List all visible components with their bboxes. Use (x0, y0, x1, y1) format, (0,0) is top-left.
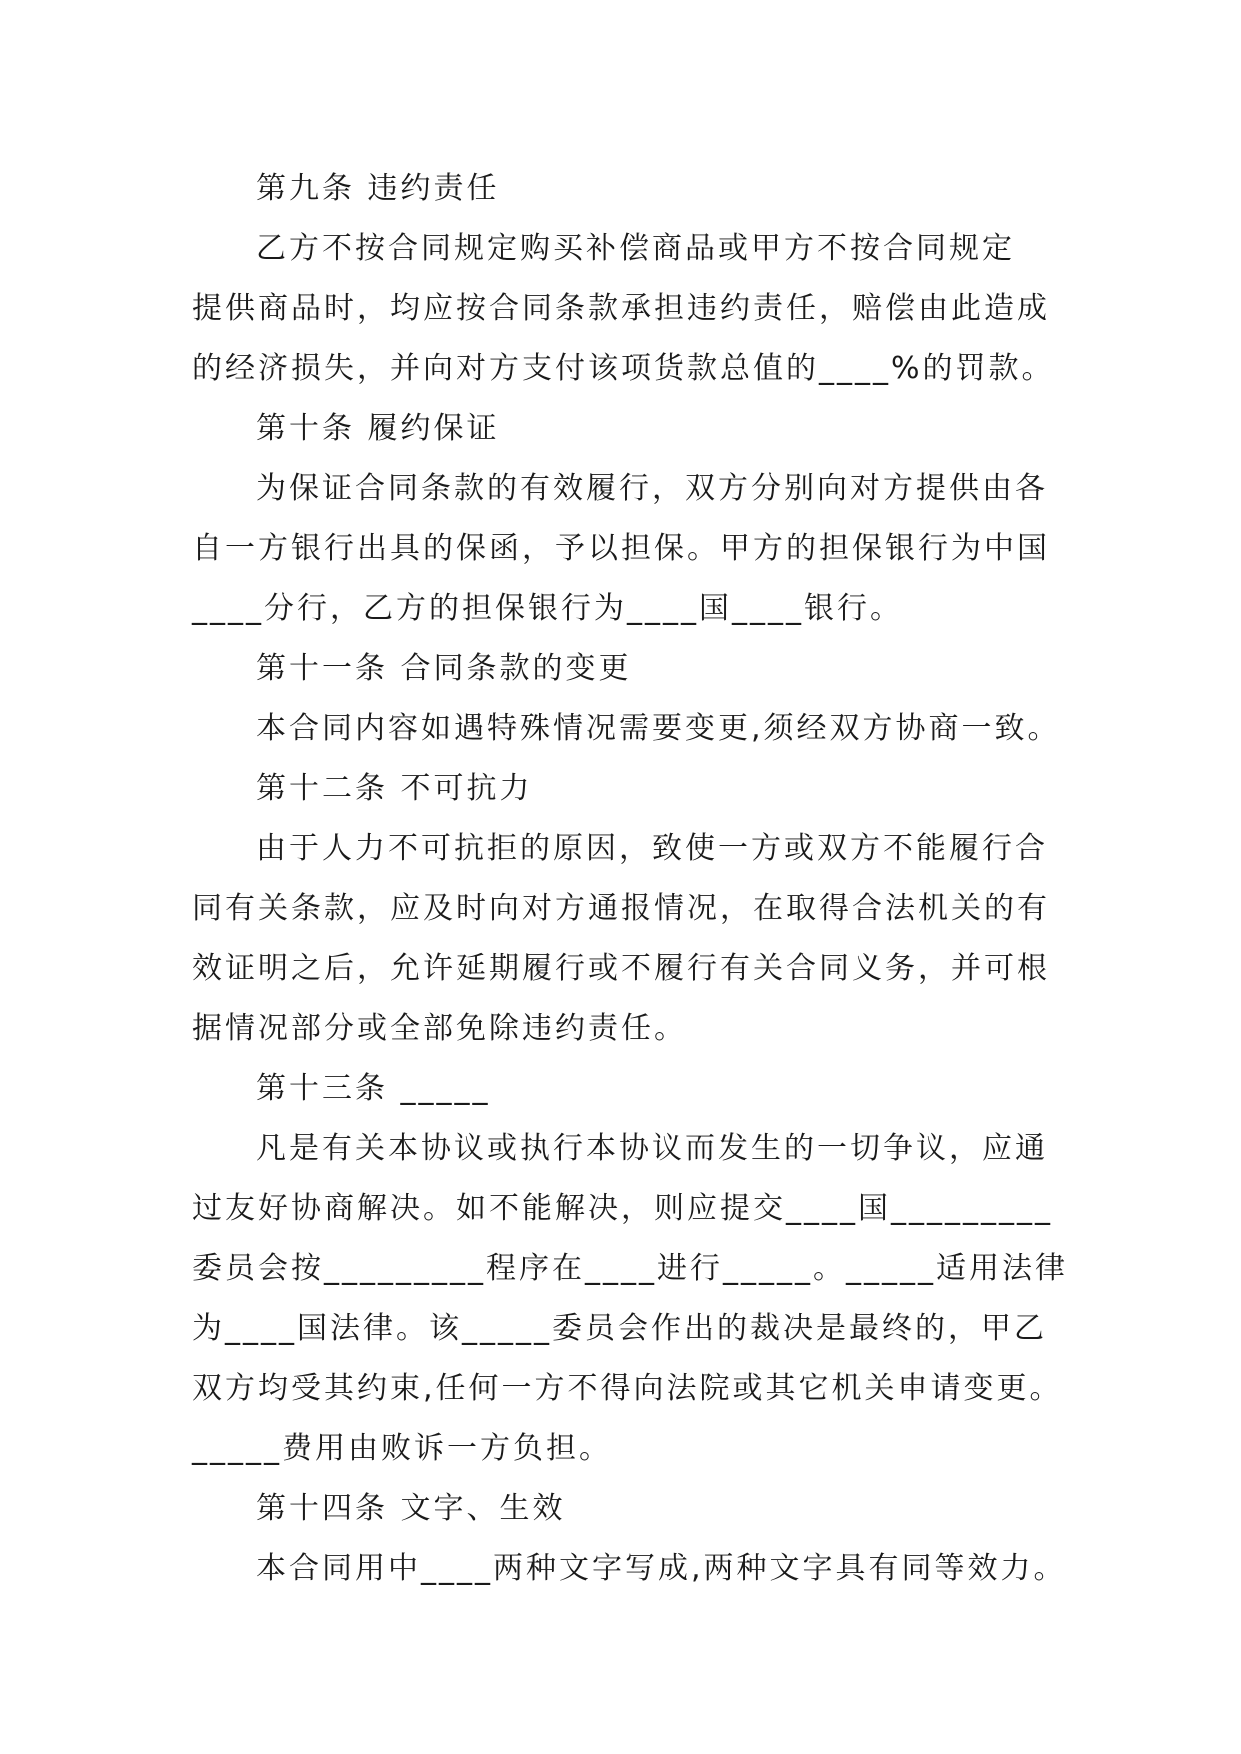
article-14-heading: 第十四条 文字、生效 (256, 1491, 566, 1526)
paragraph-line: 效证明之后，允许延期履行或不履行有关合同义务，并可根 (192, 951, 1050, 986)
contract-body (192, 159, 1072, 1599)
paragraph-line: 为____国法律。该_____委员会作出的裁决是最终的，甲乙 (192, 1311, 1047, 1346)
paragraph-line: 乙方不按合同规定购买补偿商品或甲方不按合同规定 (256, 231, 1015, 266)
article-11-heading: 第十一条 合同条款的变更 (256, 651, 632, 686)
paragraph-line: 委员会按_________程序在____进行_____。_____适用法律 (192, 1251, 1068, 1286)
article-12-heading: 第十二条 不可抗力 (256, 771, 533, 806)
paragraph-line: 双方均受其约束,任何一方不得向法院或其它机关申请变更。 (192, 1371, 1063, 1406)
paragraph-line: 凡是有关本协议或执行本协议而发生的一切争议，应通 (256, 1131, 1048, 1166)
paragraph-line: 本合同内容如遇特殊情况需要变更,须经双方协商一致。 (256, 711, 1061, 746)
paragraph-line: 的经济损失，并向对方支付该项货款总值的____%的罚款。 (192, 351, 1055, 386)
paragraph-line: 据情况部分或全部免除违约责任。 (192, 1011, 687, 1046)
paragraph-line: ____分行，乙方的担保银行为____国____银行。 (192, 591, 903, 626)
paragraph-line: 为保证合同条款的有效履行，双方分别向对方提供由各 (256, 471, 1048, 506)
article-9-heading: 第九条 违约责任 (256, 171, 500, 206)
paragraph-line: 过友好协商解决。如不能解决，则应提交____国_________ (192, 1191, 1053, 1226)
article-13-heading: 第十三条 _____ (256, 1071, 491, 1106)
paragraph-line: 同有关条款，应及时向对方通报情况，在取得合法机关的有 (192, 891, 1050, 926)
paragraph-line: 由于人力不可抗拒的原因，致使一方或双方不能履行合 (256, 831, 1048, 866)
paragraph-line: _____费用由败诉一方负担。 (192, 1431, 612, 1466)
paragraph-line: 本合同用中____两种文字写成,两种文字具有同等效力。 (256, 1551, 1067, 1586)
article-10-heading: 第十条 履约保证 (256, 411, 500, 446)
paragraph-line: 提供商品时，均应按合同条款承担违约责任，赔偿由此造成 (192, 291, 1050, 326)
paragraph-line: 自一方银行出具的保函，予以担保。甲方的担保银行为中国 (192, 531, 1050, 566)
